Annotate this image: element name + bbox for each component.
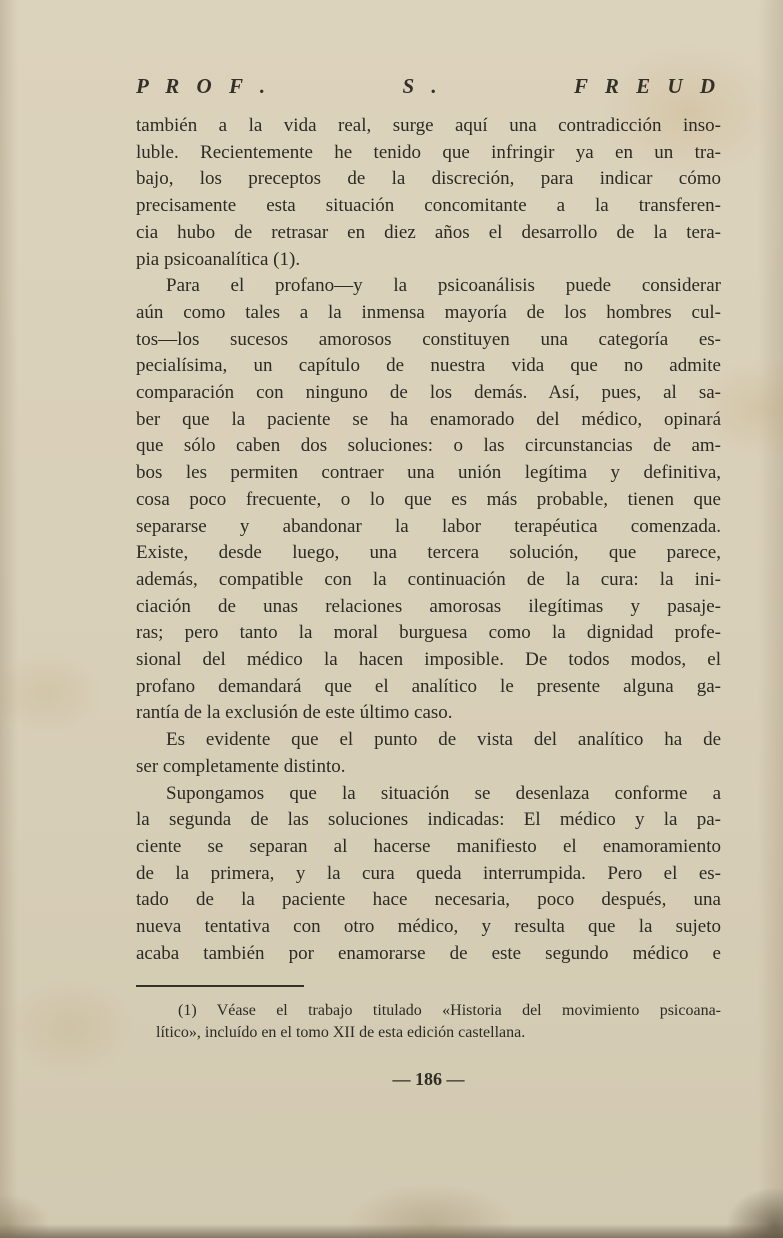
text-line: también a la vida real, surge aquí una contradicción inso- bbox=[136, 115, 721, 136]
text-line: Es evidente que el punto de vista del analítico ha de bbox=[166, 729, 721, 751]
footnote bbox=[136, 1000, 721, 1045]
text-line: ciación de unas relaciones amorosas ilegítimas y pasaje- bbox=[136, 595, 721, 617]
text-line: precisamente esta situación concomitante a la transferen- bbox=[136, 195, 721, 217]
text-line: Para el profano—y la psicoanálisis puede considerar bbox=[166, 275, 721, 297]
text-line: nueva tentativa con otro médico, y resulta que la sujeto bbox=[136, 916, 721, 938]
text-line: pecialísima, un capítulo de nuestra vida que no admite bbox=[136, 355, 721, 377]
text-line: ciente se separan al hacerse manifiesto el enamoramiento bbox=[136, 835, 721, 857]
running-header bbox=[136, 74, 721, 99]
text-line: acaba también por enamorarse de este segundo médico e bbox=[136, 942, 721, 964]
text-line: ras; pero tanto la moral burguesa como la dignidad profe- bbox=[136, 622, 721, 644]
footnote-rule bbox=[136, 985, 304, 987]
text-line: Existe, desde luego, una tercera solución, que parece, bbox=[136, 542, 721, 564]
header-author-part: P R O F . bbox=[136, 74, 272, 98]
text-line: profano demandará que el analítico le presente alguna ga- bbox=[136, 675, 721, 697]
text-line: sional del médico la hacen imposible. De todos modos, el bbox=[136, 649, 721, 671]
text-line: aún como tales a la inmensa mayoría de los hombres cul- bbox=[136, 301, 721, 323]
text-line: cosa poco frecuente, o lo que es más probable, tienen que bbox=[136, 488, 721, 510]
text-line: además, compatible con la continuación de la cura: la ini- bbox=[136, 568, 721, 590]
paragraph bbox=[136, 727, 721, 780]
header-author-part: F R E U D bbox=[574, 74, 721, 98]
text-line: bajo, los preceptos de la discreción, para indicar cómo bbox=[136, 168, 721, 190]
page-number: — 186 — bbox=[392, 1068, 465, 1089]
text-line: ser completamente distinto. bbox=[136, 755, 346, 777]
header-author-part: S . bbox=[402, 74, 443, 98]
text-line: que sólo caben dos soluciones: o las circunstancias de am- bbox=[136, 435, 721, 457]
page-body bbox=[136, 113, 721, 968]
text-line: tos—los sucesos amorosos constituyen una categoría es- bbox=[136, 328, 721, 350]
text-line: cia hubo de retrasar en diez años el desarrollo de la tera- bbox=[136, 221, 721, 243]
text-line: rantía de la exclusión de este último caso. bbox=[136, 702, 453, 724]
paragraph bbox=[136, 273, 721, 727]
text-line: Supongamos que la situación se desenlaza conforme a bbox=[166, 782, 721, 804]
text-line: comparación con ninguno de los demás. Así, pues, al sa- bbox=[136, 382, 721, 404]
text-line: lítico», incluído en el tomo XII de esta edición castellana. bbox=[156, 1024, 526, 1042]
text-line: la segunda de las soluciones indicadas: El médico y la pa- bbox=[136, 809, 721, 831]
paragraph bbox=[136, 781, 721, 968]
paragraph bbox=[136, 113, 721, 273]
text-line: ber que la paciente se ha enamorado del médico, opinará bbox=[136, 408, 721, 430]
text-line: separarse y abandonar la labor terapéutica comenzada. bbox=[136, 515, 721, 537]
text-line: luble. Recientemente he tenido que infringir ya en un tra- bbox=[136, 141, 721, 163]
text-line: (1) Véase el trabajo titulado «Historia del movimiento psicoana- bbox=[178, 1001, 721, 1019]
text-line: bos les permiten contraer una unión legítima y definitiva, bbox=[136, 462, 721, 484]
text-line: tado de la paciente hace necesaria, poco después, una bbox=[136, 889, 721, 911]
text-line: pia psicoanalítica (1). bbox=[136, 248, 301, 270]
text-line: de la primera, y la cura queda interrumpida. Pero el es- bbox=[136, 862, 721, 884]
